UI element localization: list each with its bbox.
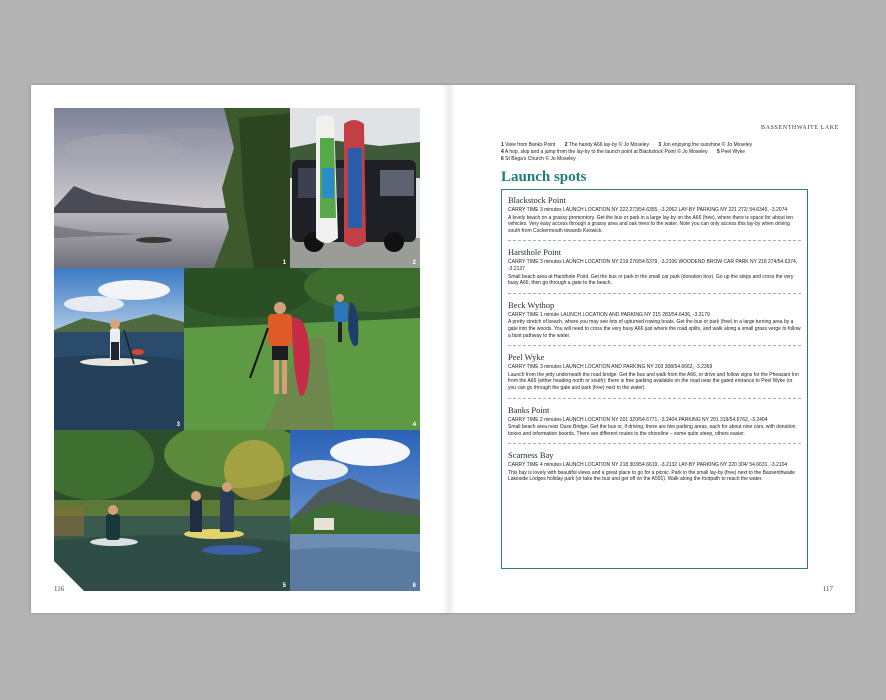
- spot-description: Small beach area at Harsthole Point. Get the bus or park in the small car park (donation box). Go up the steps and cross the very busy A66, then go through a gate to the beach.: [508, 273, 794, 287]
- running-head: BASSENTHWAITE LAKE: [761, 125, 839, 131]
- photo-number: 6: [412, 583, 416, 589]
- spot-name: Banks Point: [508, 404, 550, 415]
- launch-spot: [508, 294, 801, 346]
- spot-description: Launch from the jetty underneath the road bridge. Get the bus and walk from the A66, or drive and follow signs for the Pheasant Inn from the A66 (either heading north or south); there is free parking available on the road near the gated entrance to Peel Wyke (or you can go through the gate and park (free) next to the water).: [508, 371, 799, 391]
- spot-name: Peel Wyke: [508, 352, 545, 363]
- book-spread: [31, 85, 855, 613]
- photo-number: 5: [282, 583, 286, 589]
- photo-peel-wyke-image: [54, 430, 290, 591]
- photo-lake-view-image: [54, 108, 290, 268]
- spot-description: This bay is lovely with beautiful views and a great place to go for a picnic. Park in the small lay-by (free) next to the Bassenthwaite Lakeside Lodges holiday park (or take the bus and get off on the A591). Walk along the footpath to reach the water.: [508, 469, 796, 483]
- spot-details: CARRY TIME 3 minutes LAUNCH LOCATION NY 222 273/54.6355, -3.2062 LAY-BY PARKING NY 221 272/ 54.6345, -3.2074: [508, 207, 788, 213]
- photo-number: 2: [412, 260, 416, 266]
- spot-description: A lovely beach on a grassy promontory. Get the bus or park in a large lay-by on the A66 (free), where there is space for about ten vehicles. Very easy access through a grassy area and oak trees to the water. Note you can only access this lay-by when driving south from Cockermouth towards Keswick.: [508, 214, 794, 234]
- caption: 4 A hop, skip and a jump from the lay-by to the launch point at Blackstock Point © Jo Moseley: [501, 149, 708, 155]
- caption: 2 The handy A66 lay-by © Jo Moseley: [564, 142, 649, 148]
- section-title: Launch spots: [501, 169, 587, 185]
- caption: 6 St Bega's Church © Jo Moseley: [501, 156, 576, 162]
- spot-name: Harsthole Point: [508, 247, 562, 258]
- photo-paddleboarder-image: [54, 268, 184, 430]
- photo-van-paddleboards: [290, 108, 420, 268]
- spot-description: A pretty stretch of beach, where you may see lots of upturned rowing boats. Get the bus or park (free) in a large turning area by a gate into the woods. You will need to cross the very busy A66 just where the road splits, and walk along a small grass verge to follow a faint pathway to the water.: [508, 319, 801, 339]
- spot-name: Beck Wythop: [508, 299, 555, 310]
- launch-spot: [508, 346, 801, 398]
- launch-spot: [508, 399, 801, 445]
- photo-number: 3: [176, 422, 180, 428]
- caption: 1 View from Banks Point: [501, 142, 556, 148]
- photo-number: 1: [282, 260, 286, 266]
- photo-carrying-boards-image: [184, 268, 420, 430]
- spot-details: CARRY TIME 2 minutes LAUNCH LOCATION NY 201 320/54.6771, -3.2404 PARKING NY 201 319/54.6762, -3.2404: [508, 416, 768, 423]
- photo-captions: [501, 142, 801, 163]
- photo-number: 4: [412, 422, 416, 428]
- launch-spot: [508, 193, 801, 241]
- launch-spot: [508, 444, 801, 489]
- photo-lake-view: [54, 108, 290, 268]
- spot-details: CARRY TIME 3 minutes LAUNCH LOCATION AND PARKING NY 203 308/54.6662, -3.2369: [508, 364, 713, 371]
- photo-church-image: [290, 430, 420, 591]
- photo-peel-wyke: [54, 430, 290, 591]
- left-page-number: 116: [54, 585, 65, 593]
- photo-van-image: [290, 108, 420, 268]
- photo-paddleboarder: [54, 268, 184, 430]
- launch-spots-box: [501, 189, 808, 569]
- spot-details: CARRY TIME 3 minutes LAUNCH LOCATION NY 219 276/54.6379, -3.2106 WOODEND BROW CAR PARK NY 218 274/54.6374, -3.2127: [508, 259, 798, 272]
- spot-details: CARRY TIME 1 minute LAUNCH LOCATION AND PARKING NY 215 283/54.6436, -3.2179: [508, 311, 710, 318]
- caption: 5 Peel Wyke: [716, 149, 746, 155]
- photo-church-mountains: [290, 430, 420, 591]
- launch-spot: [508, 241, 801, 293]
- spot-details: CARRY TIME 4 minutes LAUNCH LOCATION NY 218 303/54.6619, -3.2132 LAY-BY PARKING NY 220 304/ 54.6631, -3.2104: [508, 462, 788, 469]
- spot-description: Small beach area near Ouse Bridge. Get the bus or, if driving, there are two parking areas, each for about nine cars, with donation boxes and information boards. There are different routes to the shoreline – some quite steep, others easier.: [508, 424, 796, 437]
- caption: 3 Jon enjoying the sunshine © Jo Moseley: [658, 142, 753, 148]
- right-page-number: 117: [822, 585, 833, 593]
- spot-name: Blackstock Point: [508, 195, 566, 205]
- book-gutter: [442, 85, 456, 613]
- spot-name: Scarness Bay: [508, 450, 554, 461]
- photo-carrying-boards: [184, 268, 420, 430]
